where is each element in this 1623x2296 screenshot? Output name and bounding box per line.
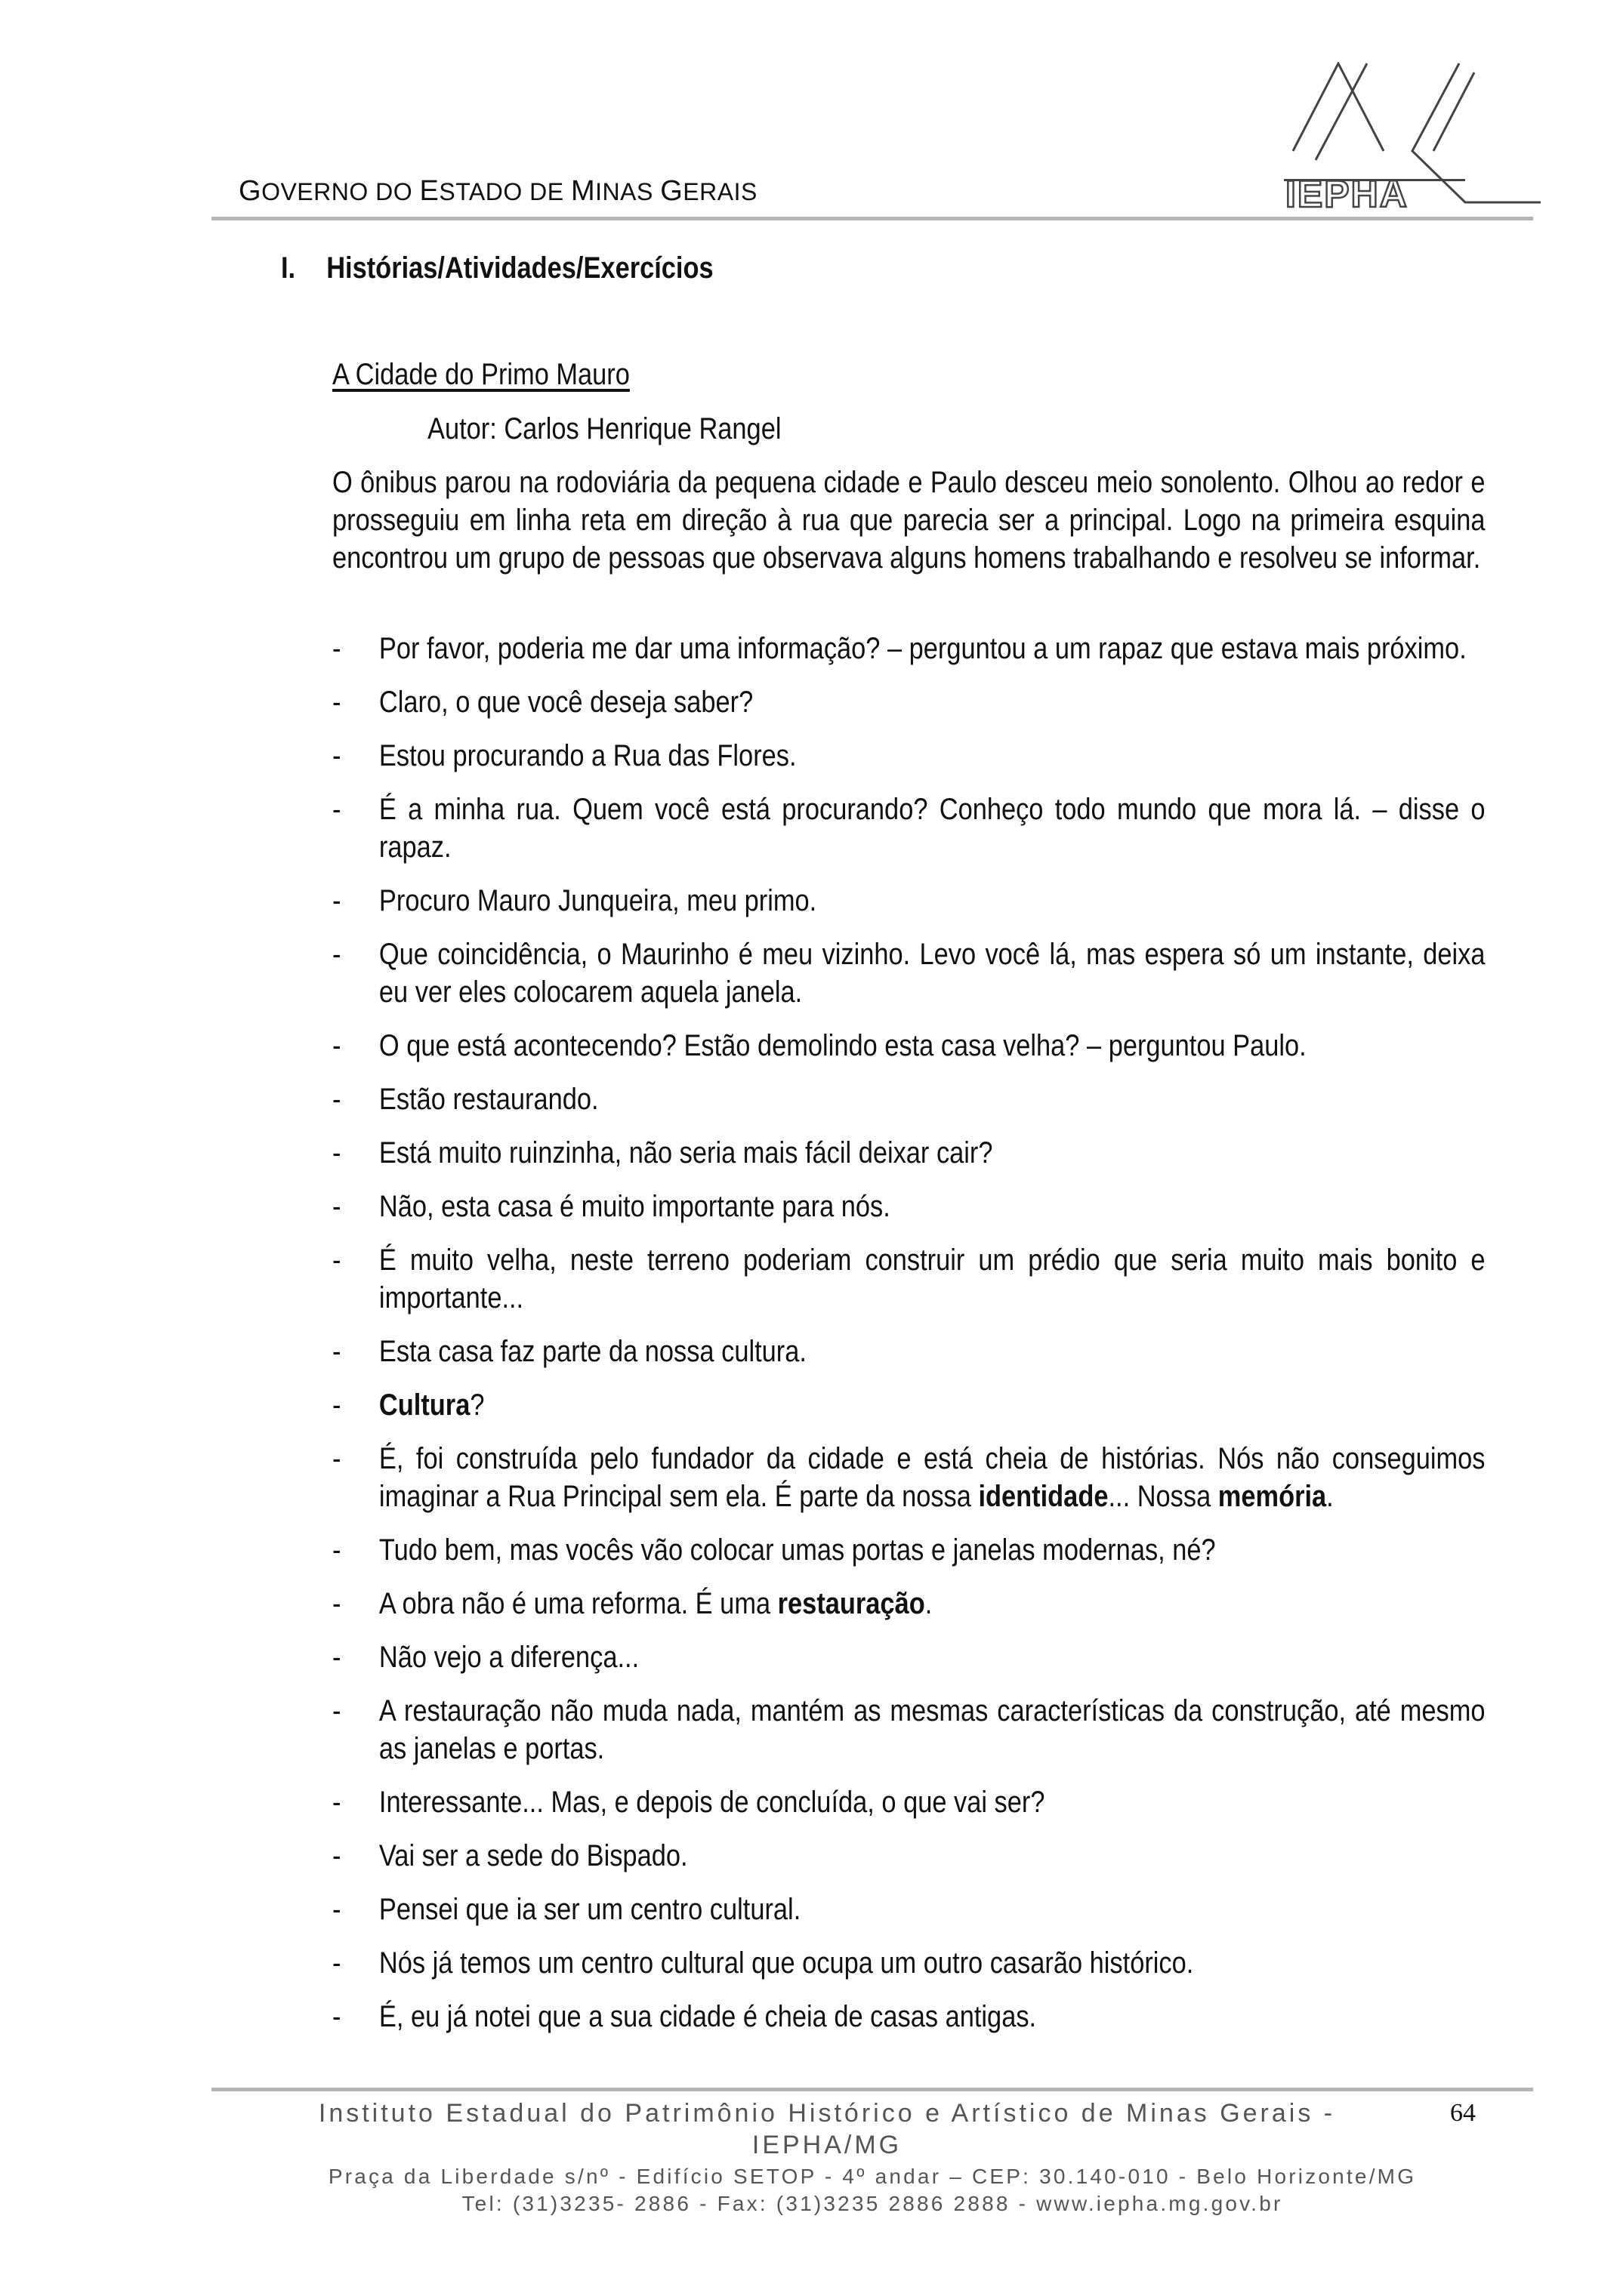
dialogue-dash: - <box>332 686 341 719</box>
dialogue-text-segment: Nós já temos um centro cultural que ocupa um outro casarão histórico. <box>378 1946 1194 1980</box>
header-title-cap: M <box>570 175 596 207</box>
dialogue-text-segment: ... Nossa <box>1108 1480 1218 1513</box>
dialogue-text-segment: Por favor, poderia me dar uma informação? – perguntou a um rapaz que estava mais próximo. <box>378 632 1467 665</box>
dialogue-text <box>379 1638 1486 1676</box>
header-title-rest: ERAIS <box>683 178 758 205</box>
dialogue-text <box>379 1188 1486 1225</box>
story-intro-paragraph: O ônibus parou na rodoviária da pequena cidade e Paulo desceu meio sonolento. Olhou ao redor e prosseguiu em linha reta em direção à rua que parecia ser a principal. Logo na primeira esquina encontrou um grupo de pessoas que observava alguns homens trabalhando e resolveu se informar. <box>332 466 1486 575</box>
dialogue-text <box>379 1531 1486 1569</box>
dialogue-list <box>332 630 1486 2051</box>
dialogue-text <box>379 1386 1486 1424</box>
dialogue-text-segment: Claro, o que você deseja saber? <box>378 686 754 719</box>
dialogue-line <box>332 683 1486 721</box>
dialogue-dash: - <box>332 1893 341 1926</box>
dialogue-text <box>379 882 1486 920</box>
dialogue-line <box>332 1837 1486 1875</box>
footer-contact: Tel: (31)3235- 2886 - Fax: (31)3235 2886 2888 - www.iepha.mg.gov.br <box>461 2192 1283 2215</box>
dialogue-line <box>332 1585 1486 1623</box>
footer-divider <box>211 2088 1533 2091</box>
dialogue-line <box>332 1531 1486 1569</box>
header-title-cap: E <box>419 175 440 207</box>
dialogue-text-segment: Tudo bem, mas vocês vão colocar umas portas e janelas modernas, né? <box>378 1533 1216 1567</box>
dialogue-text <box>379 1134 1486 1172</box>
dialogue-line <box>332 882 1486 920</box>
dialogue-line <box>332 630 1486 667</box>
dialogue-emphasis: identidade <box>978 1480 1109 1513</box>
story-title: A Cidade do Primo Mauro <box>332 358 630 391</box>
header-title-rest: OVERNO DO <box>261 178 420 205</box>
dialogue-text-segment: . <box>924 1587 933 1620</box>
dialogue-line <box>332 791 1486 866</box>
dialogue-dash: - <box>332 1190 341 1223</box>
dialogue-text <box>379 630 1486 667</box>
dialogue-line <box>332 1891 1486 1928</box>
dialogue-text <box>379 1080 1486 1118</box>
footer-address: Praça da Liberdade s/nº - Edifício SETOP - 4º andar – CEP: 30.140-010 - Belo Horizonte/MG <box>328 2165 1417 2188</box>
logo-text: IEPHA <box>1285 173 1409 213</box>
dialogue-dash: - <box>332 1839 341 1872</box>
section-heading <box>281 251 714 285</box>
dialogue-dash: - <box>332 739 341 772</box>
dialogue-text-segment: ? <box>470 1388 485 1422</box>
dialogue-line <box>332 935 1486 1011</box>
dialogue-dash: - <box>332 1136 341 1170</box>
dialogue-dash: - <box>332 1641 341 1674</box>
dialogue-text <box>379 1585 1486 1623</box>
dialogue-dash: - <box>332 938 341 971</box>
dialogue-text <box>379 1783 1486 1821</box>
dialogue-dash: - <box>332 884 341 917</box>
header-title-rest: STADO DE <box>439 178 571 205</box>
dialogue-line <box>332 1241 1486 1317</box>
dialogue-text-segment: Não, esta casa é muito importante para nós. <box>378 1190 890 1223</box>
dialogue-line <box>332 1386 1486 1424</box>
dialogue-line <box>332 1440 1486 1515</box>
dialogue-line <box>332 737 1486 775</box>
footer-address-block <box>211 2163 1533 2217</box>
dialogue-emphasis: memória <box>1217 1480 1327 1513</box>
dialogue-line <box>332 1134 1486 1172</box>
dialogue-text-segment: É a minha rua. Quem você está procurando? Conheço todo mundo que mora lá. – disse o rapaz. <box>378 793 1486 864</box>
dialogue-dash: - <box>332 1029 341 1062</box>
dialogue-text-segment: Vai ser a sede do Bispado. <box>378 1839 688 1872</box>
dialogue-dash: - <box>332 1786 341 1819</box>
dialogue-text-segment: A obra não é uma reforma. É uma <box>378 1587 778 1620</box>
dialogue-text-segment: Procuro Mauro Junqueira, meu primo. <box>378 884 817 917</box>
dialogue-dash: - <box>332 1587 341 1620</box>
dialogue-text-segment: Pensei que ia ser um centro cultural. <box>378 1893 801 1926</box>
dialogue-emphasis: restauração <box>777 1587 925 1620</box>
dialogue-text-segment: Esta casa faz parte da nossa cultura. <box>378 1335 807 1368</box>
dialogue-line <box>332 1944 1486 1982</box>
dialogue-dash: - <box>332 1335 341 1368</box>
dialogue-text <box>379 1837 1486 1875</box>
dialogue-dash: - <box>332 632 341 665</box>
dialogue-line <box>332 1027 1486 1065</box>
header-title-rest: INAS <box>595 178 661 205</box>
dialogue-text-segment: O que está acontecendo? Estão demolindo esta casa velha? – perguntou Paulo. <box>378 1029 1307 1062</box>
dialogue-text-segment: Interessante... Mas, e depois de concluída, o que vai ser? <box>378 1786 1045 1819</box>
dialogue-line <box>332 1080 1486 1118</box>
section-heading-text: Histórias/Atividades/Exercícios <box>326 251 714 285</box>
footer-institute: Instituto Estadual do Patrimônio Histórico e Artístico de Minas Gerais - IEPHA/MG <box>318 2099 1336 2159</box>
iepha-triangle-logo-icon <box>1284 62 1541 213</box>
dialogue-dash: - <box>332 1946 341 1980</box>
dialogue-dash: - <box>332 1442 341 1475</box>
section-number: I. <box>281 251 296 285</box>
header-title-cap: G <box>660 175 683 207</box>
dialogue-emphasis: Cultura <box>378 1388 471 1422</box>
dialogue-text-segment: Está muito ruinzinha, não seria mais fácil deixar cair? <box>378 1136 993 1170</box>
dialogue-text-segment: A restauração não muda nada, mantém as mesmas características da construção, até mesmo as janelas e portas. <box>378 1694 1486 1765</box>
header-title <box>239 175 758 208</box>
dialogue-text <box>379 791 1486 866</box>
iepha-logo <box>1284 62 1541 213</box>
dialogue-text-segment: Estão restaurando. <box>378 1083 599 1116</box>
dialogue-line <box>332 1188 1486 1225</box>
dialogue-dash: - <box>332 1388 341 1422</box>
dialogue-text-segment: É muito velha, neste terreno poderiam construir um prédio que seria muito mais bonito e importante... <box>378 1244 1486 1314</box>
header-title-cap: G <box>239 175 262 207</box>
dialogue-text <box>379 1241 1486 1317</box>
dialogue-text <box>379 1027 1486 1065</box>
dialogue-text-segment: . <box>1326 1480 1334 1513</box>
dialogue-line <box>332 1638 1486 1676</box>
dialogue-text-segment: Estou procurando a Rua das Flores. <box>378 739 797 772</box>
header-divider <box>211 217 1533 220</box>
dialogue-text <box>379 1692 1486 1767</box>
dialogue-line <box>332 1333 1486 1370</box>
dialogue-text <box>379 737 1486 775</box>
dialogue-dash: - <box>332 2000 341 2033</box>
dialogue-text <box>379 1998 1486 2036</box>
page-number: 64 <box>1450 2099 1476 2127</box>
dialogue-line <box>332 1692 1486 1767</box>
dialogue-text-segment: Que coincidência, o Maurinho é meu vizinho. Levo você lá, mas espera só um instante, deixa eu ver eles colocarem aquela janela. <box>378 938 1486 1009</box>
dialogue-text-segment: Não vejo a diferença... <box>378 1641 640 1674</box>
dialogue-dash: - <box>332 1533 341 1567</box>
dialogue-text-segment: É, foi construída pelo fundador da cidade e está cheia de histórias. Nós não conseguimos imaginar a Rua Principal sem ela. É parte da nossa <box>378 1442 1486 1513</box>
dialogue-line <box>332 1998 1486 2036</box>
dialogue-dash: - <box>332 1694 341 1727</box>
dialogue-dash: - <box>332 1083 341 1116</box>
dialogue-dash: - <box>332 793 341 826</box>
dialogue-text <box>379 1944 1486 1982</box>
dialogue-text <box>379 935 1486 1011</box>
story-author: Autor: Carlos Henrique Rangel <box>427 412 782 445</box>
dialogue-dash: - <box>332 1244 341 1277</box>
dialogue-line <box>332 1783 1486 1821</box>
dialogue-text <box>379 1440 1486 1515</box>
dialogue-text-segment: É, eu já notei que a sua cidade é cheia de casas antigas. <box>378 2000 1037 2033</box>
dialogue-text <box>379 1891 1486 1928</box>
dialogue-text <box>379 683 1486 721</box>
dialogue-text <box>379 1333 1486 1370</box>
